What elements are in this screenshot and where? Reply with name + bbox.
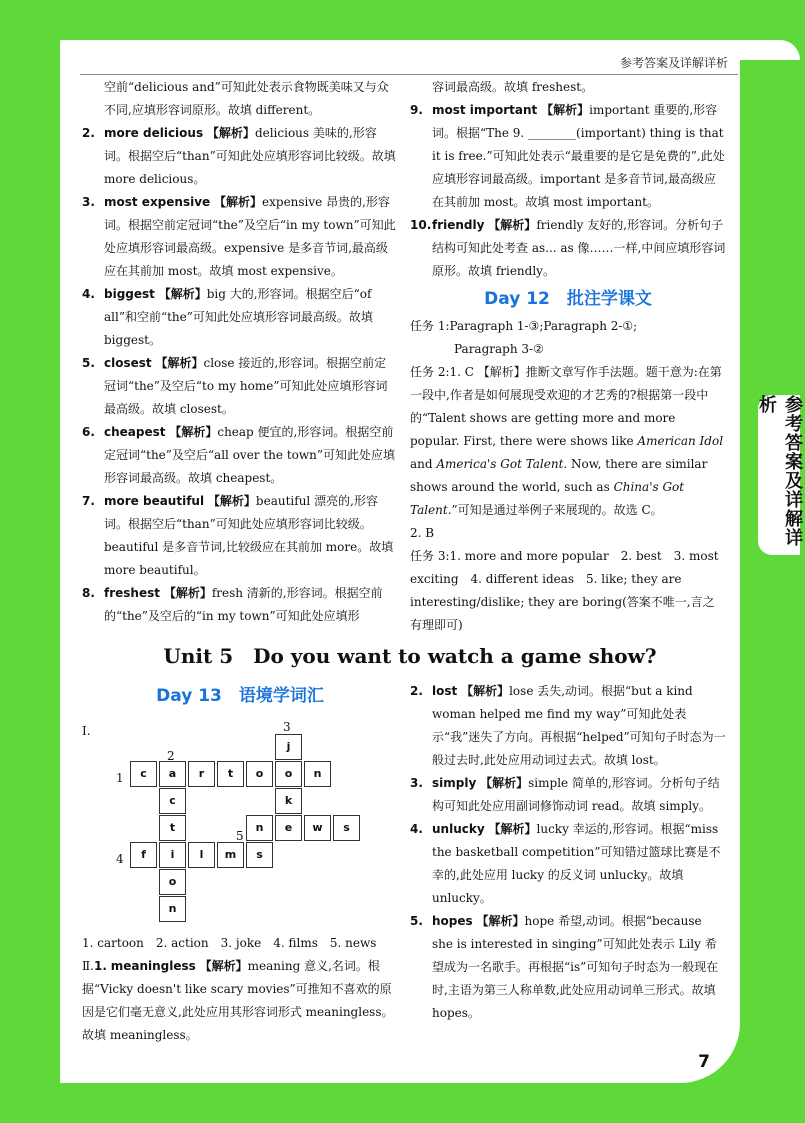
day-13-title: Day 13 语境学词汇 bbox=[156, 686, 324, 706]
answer-item: 3. simply 【解析】simple 简单的,形容词。分析句子结构可知此处应用副词修饰动词 read。故填 simply。 bbox=[410, 776, 720, 813]
crossword-cell: s bbox=[246, 842, 273, 868]
answer-item: 8. freshest 【解析】fresh 清新的,形容词。根据空前的“the”及空后的“in my town”可知此处应填形 bbox=[82, 586, 383, 623]
answer-item: 4. biggest 【解析】big 大的,形容词。根据空后“of all”和空前“the”可知此处应填形容词最高级。故填 biggest。 bbox=[82, 287, 373, 347]
header-divider bbox=[80, 74, 738, 75]
answer-item: 5. hopes 【解析】hope 希望,动词。根据“because she is interested in singing”可知此处表示 Lily 希望成为一名歌手。再根据“is”可知句子时态为一般现在时,主语为第三人称单数,此处应用动词单三形式。故填 hopes。 bbox=[410, 914, 719, 1020]
side-tab bbox=[756, 395, 803, 555]
crossword-cell: i bbox=[159, 842, 186, 868]
crossword-cell: c bbox=[159, 788, 186, 814]
crossword-cell: o bbox=[246, 761, 273, 787]
crossword-cell: l bbox=[188, 842, 215, 868]
crossword-clue-number: 4 bbox=[116, 852, 124, 866]
crossword bbox=[82, 712, 398, 932]
answer-item: 3. most expensive 【解析】expensive 昂贵的,形容词。根据空前定冠词“the”及空后“in my town”可知此处应填形容词最高级。expensive 是多音节词,最高级应在其前加 most。故填 most expensive。 bbox=[82, 195, 396, 278]
task-1-line: 任务 1:Paragraph 1-③;Paragraph 2-①; bbox=[410, 319, 638, 333]
right-column-top bbox=[410, 76, 726, 637]
unit-title: Unit 5 Do you want to watch a game show? bbox=[163, 644, 657, 668]
crossword-cell: c bbox=[130, 761, 157, 787]
crossword-cell: m bbox=[217, 842, 244, 868]
crossword-cell: w bbox=[304, 815, 331, 841]
answer-item: 2. lost 【解析】lose 丢失,动词。根据“but a kind woman helped me find my way”可知此处表示“我”迷失了方向。再根据“helped”可知句子时态为一般过去时,此处应用动词过去式。故填 lost。 bbox=[410, 684, 726, 767]
crossword-cell: s bbox=[333, 815, 360, 841]
crossword-clue-number: 1 bbox=[116, 771, 124, 785]
section-i-label: Ⅰ. bbox=[82, 724, 91, 738]
answer-item: 6. cheapest 【解析】cheap 便宜的,形容词。根据空前定冠词“the”及空后“all over the town”可知此处应填形容词最高级。故填 cheapest。 bbox=[82, 425, 396, 485]
crossword-cell: t bbox=[159, 815, 186, 841]
crossword-cell: k bbox=[275, 788, 302, 814]
crossword-cell: n bbox=[246, 815, 273, 841]
task-2-item-1: 任务 2:1. C 【解析】推断文章写作手法题。题干意为:在第一段中,作者是如何展现受欢迎的才艺秀的?根据第一段中的“Talent shows are getting more and more popular. First, there were shows like American Idol and America's Got Talent. Now, there are similar shows around the world, such as China's Got Talent.”可知是通过举例子来展现的。故选 C。 bbox=[410, 365, 724, 517]
answer-item: 5. closest 【解析】close 接近的,形容词。根据空前定冠词“the”及空后“to my home”可知此处应填形容词最高级。故填 closest。 bbox=[82, 356, 388, 416]
answer-item-10: 10. friendly 【解析】friendly 友好的,形容词。分析句子结构可知此处考查 as... as 像……一样,中间应填形容词原形。故填 friendly。 bbox=[410, 218, 726, 278]
left-column-top bbox=[82, 76, 398, 628]
day-12-title: Day 12 批注学课文 bbox=[484, 289, 652, 309]
right-column-bottom bbox=[410, 680, 726, 1025]
answer-item-9: 9. most important 【解析】important 重要的,形容词。根据“The 9. ________(important) thing is that it is free.”可知此处表示“最重要的是它是免费的”,此处应填形容词最高级。important 是多音节词,最高级应在其前加 most。故填 most important。 bbox=[410, 103, 725, 209]
continued-text: 容词最高级。故填 freshest。 bbox=[432, 80, 594, 94]
left-column-bottom bbox=[82, 680, 398, 1047]
crossword-cell: e bbox=[275, 815, 302, 841]
answer-item: 4. unlucky 【解析】lucky 幸运的,形容词。根据“miss the basketball competition”可知错过篮球比赛是不幸的,此处应用 lucky 的反义词 unlucky。故填 unlucky。 bbox=[410, 822, 721, 905]
crossword-clue-number: 2 bbox=[167, 749, 175, 763]
header-title: 参考答案及详解详析 bbox=[619, 56, 728, 70]
crossword-cell: r bbox=[188, 761, 215, 787]
crossword-cell: t bbox=[217, 761, 244, 787]
page-number: 7 bbox=[698, 1052, 710, 1072]
answer-item: 7. more beautiful 【解析】beautiful 漂亮的,形容词。根据空后“than”可知此处应填形容词比较级。beautiful 是多音节词,比较级应在其前加 more。故填 more beautiful。 bbox=[82, 494, 394, 577]
task-1-line-2: Paragraph 3-② bbox=[454, 342, 544, 356]
crossword-cell: f bbox=[130, 842, 157, 868]
side-tab-label: 参考答案及详解详析 bbox=[756, 395, 803, 547]
crossword-cell: o bbox=[159, 869, 186, 895]
continued-text: 空前“delicious and”可知此处表示食物既美味又与众不同,应填形容词原形。故填 different。 bbox=[104, 80, 389, 117]
crossword-clue-number: 5 bbox=[236, 829, 244, 843]
crossword-cell: n bbox=[304, 761, 331, 787]
crossword-cell: a bbox=[159, 761, 186, 787]
crossword-cell: o bbox=[275, 761, 302, 787]
crossword-clue-number: 3 bbox=[283, 720, 291, 734]
task-3: 任务 3:1. more and more popular 2. best 3. most exciting 4. different ideas 5. like; they are interesting/dislike; they are boring(答案不唯一,言之有理即可) bbox=[410, 549, 719, 632]
section-ii-item-1: Ⅱ.1. meaningless 【解析】meaning 意义,名词。根据“Vicky doesn't like scary movies”可推知不喜欢的原因是它们毫无意义,此处应用其形容词形式 meaningless。故填 meaningless。 bbox=[82, 959, 394, 1042]
crossword-cell: j bbox=[275, 734, 302, 760]
crossword-answers: 1. cartoon 2. action 3. joke 4. films 5. news bbox=[82, 936, 377, 950]
task-2-item-2: 2. B bbox=[410, 526, 435, 540]
crossword-cell: n bbox=[159, 896, 186, 922]
answer-item: 2. more delicious 【解析】delicious 美味的,形容词。根据空后“than”可知此处应填形容词比较级。故填 more delicious。 bbox=[82, 126, 396, 186]
